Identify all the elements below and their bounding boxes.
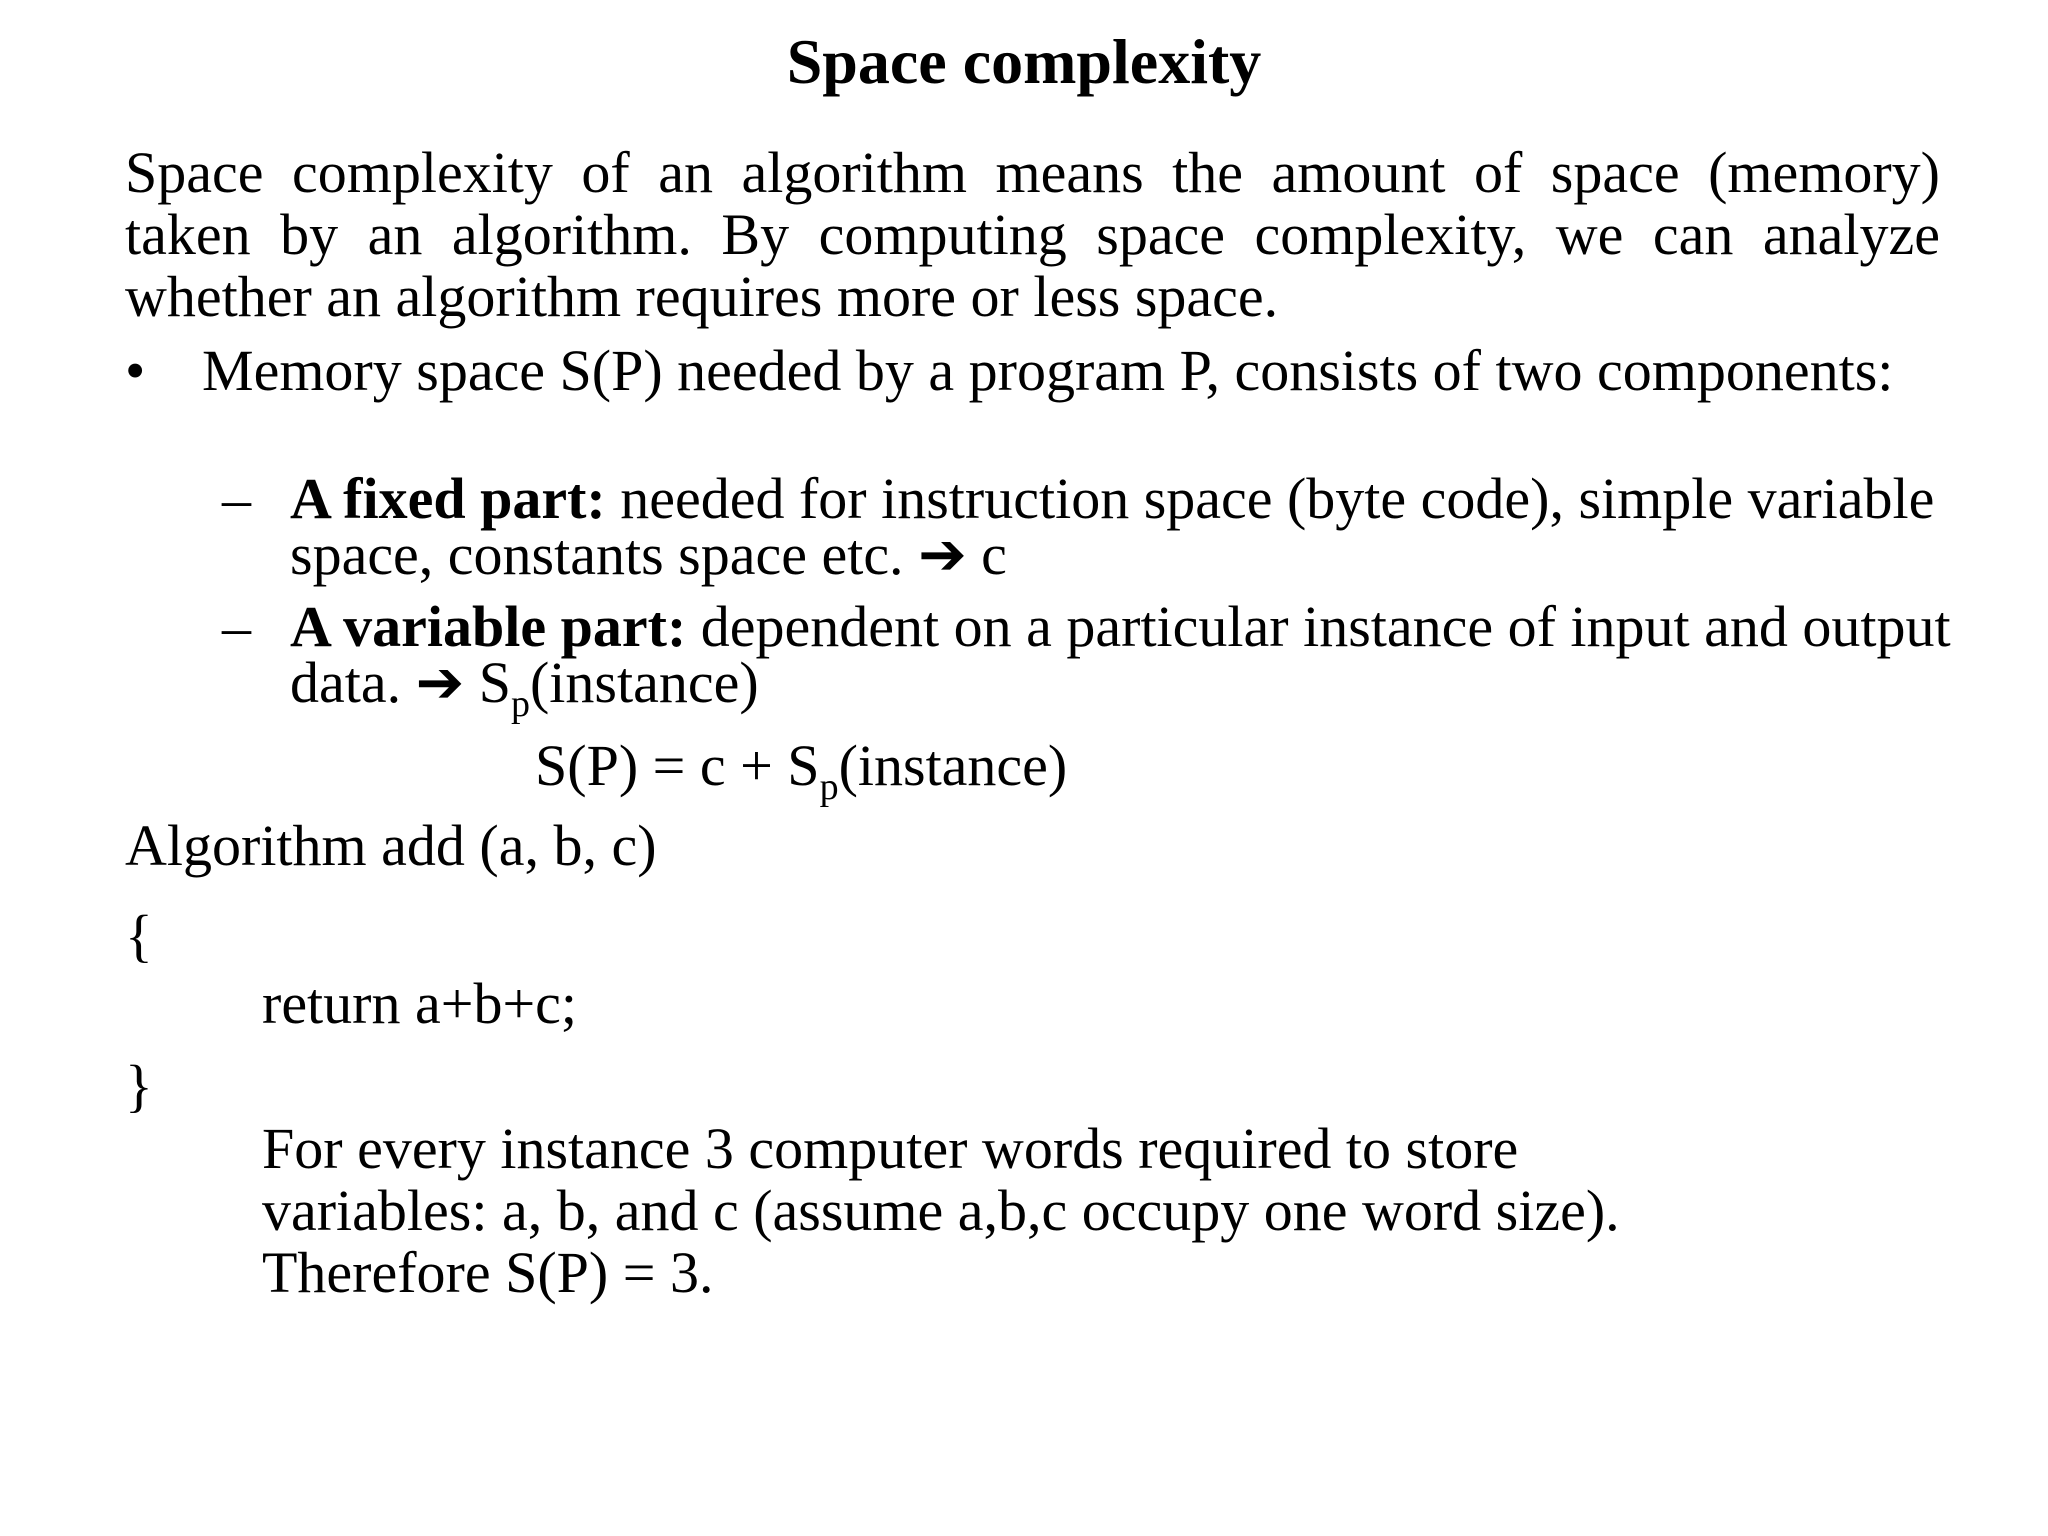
- dash-marker: –: [222, 466, 251, 531]
- sub-bullet-fixed-part: [222, 466, 1980, 587]
- fixed-part-text: needed for instruction space (byte code), simple variable space, constants space etc.: [290, 466, 1935, 587]
- variable-part-label: A variable part:: [290, 594, 687, 659]
- fixed-part-body: [290, 466, 1980, 587]
- dash-marker: –: [222, 594, 251, 659]
- slide-title: Space complexity: [786, 26, 1262, 97]
- note-line-1: For every instance 3 computer words required to store: [262, 1116, 1519, 1181]
- code-body: return a+b+c;: [262, 971, 578, 1036]
- bullet-memory-space: [125, 338, 1940, 403]
- note-line-3: Therefore S(P) = 3.: [262, 1240, 714, 1305]
- fixed-part-result: c: [966, 522, 1007, 587]
- fixed-part-label: A fixed part:: [290, 466, 606, 531]
- formula-pre: S(P) = c + S: [535, 733, 820, 798]
- code-header: Algorithm add (a, b, c): [125, 813, 657, 878]
- bullet-text: Memory space S(P) needed by a program P, consists of two components:: [202, 338, 1894, 403]
- variable-part-text: dependent on a particular instance of input and output data.: [290, 594, 1951, 715]
- sub-bullet-variable-part: [222, 594, 1980, 725]
- bullet-marker: •: [125, 338, 146, 403]
- formula-post: (instance): [838, 733, 1068, 798]
- intro-paragraph: Space complexity of an algorithm means the amount of space (memory) taken by an algorithm. By computing space complexity, we can analyze whether an algorithm requires more or less space.: [125, 140, 1940, 329]
- code-open-brace: {: [125, 903, 153, 968]
- note-paragraph: [262, 1118, 1962, 1304]
- arrow-icon: ➔: [918, 522, 967, 587]
- variable-part-body: [290, 594, 1980, 725]
- code-close-brace: }: [125, 1053, 153, 1118]
- formula-sub: p: [819, 766, 839, 808]
- note-line-2: variables: a, b, and c (assume a,b,c occupy one word size).: [262, 1178, 1620, 1243]
- variable-part-result-post: (instance): [529, 650, 759, 715]
- arrow-icon: ➔: [415, 650, 465, 715]
- variable-part-result-sub: p: [510, 683, 530, 725]
- space-formula: [535, 732, 1068, 808]
- variable-part-result-pre: S: [464, 650, 511, 715]
